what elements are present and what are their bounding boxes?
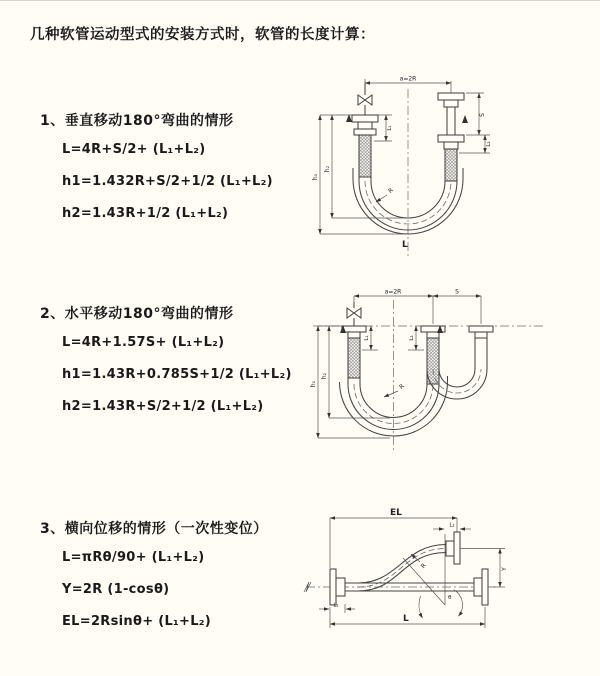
left-fitting bbox=[340, 325, 366, 378]
angle-construction bbox=[403, 558, 463, 618]
middle-fitting bbox=[421, 325, 445, 384]
braided-hose-section bbox=[445, 149, 457, 181]
section3-formula-EL: EL=2Rsinθ+ (L₁+L₂) bbox=[62, 614, 212, 629]
section3-formula-L: L=πRθ/90+ (L₁+L₂) bbox=[62, 550, 205, 565]
section1-formula-h2: h2=1.43R+1/2 (L₁+L₂) bbox=[62, 206, 229, 221]
dim-label-el: EL bbox=[390, 508, 402, 518]
dim-label-l2: L₂ bbox=[409, 335, 415, 341]
page-title: 几种软管运动型式的安装方式时，软管的长度计算： bbox=[30, 27, 375, 43]
section2-formula-h1: h1=1.43R+0.785S+1/2 (L₁+L₂) bbox=[62, 367, 292, 382]
dim-label-l: L bbox=[402, 240, 408, 250]
dim-label-span: a=2R bbox=[384, 288, 402, 296]
dim-l1 bbox=[319, 603, 355, 610]
dim-label-s: S bbox=[455, 288, 459, 296]
section2-formula-L: L=4R+1.57S+ (L₁+L₂) bbox=[62, 335, 225, 350]
dim-label-h2: h₂ bbox=[321, 372, 328, 380]
section1-formula-h1: h1=1.432R+S/2+1/2 (L₁+L₂) bbox=[62, 174, 273, 189]
movement-arrow-up-icon bbox=[462, 115, 468, 123]
right-fitting bbox=[438, 93, 468, 181]
dim-el bbox=[330, 508, 457, 568]
dim-label-span: a=2R bbox=[399, 75, 417, 83]
dim-s bbox=[433, 289, 481, 297]
dim-label-l1: L₁ bbox=[387, 125, 393, 131]
section2-formula-h2: h2=1.43R+S/2+1/2 (L₁+L₂) bbox=[62, 399, 264, 414]
radius-callout bbox=[376, 187, 395, 202]
dim-label-y: Y bbox=[501, 567, 508, 571]
dim-s bbox=[466, 93, 490, 135]
braided-hose-section bbox=[427, 338, 439, 384]
dim-label-l2: L₂ bbox=[449, 522, 455, 529]
dim-label-h2: h₂ bbox=[324, 165, 331, 173]
dim-label-l: L bbox=[403, 614, 409, 624]
diagram-lateral-displacement bbox=[300, 506, 600, 646]
diagram-vertical-180-bend bbox=[308, 69, 588, 264]
braided-hose-section bbox=[359, 135, 371, 177]
braided-hose-section bbox=[348, 338, 360, 378]
section1-heading: 1、垂直移动180°弯曲的情形 bbox=[40, 113, 234, 129]
diagram-horizontal-180-bend bbox=[308, 284, 598, 459]
dim-span bbox=[354, 289, 481, 325]
valve-icon bbox=[347, 302, 361, 326]
section1-formula-L: L=4R+S/2+ (L₁+L₂) bbox=[62, 142, 206, 157]
dim-label-h1: h₁ bbox=[312, 173, 319, 181]
dim-label-theta: θ bbox=[448, 595, 452, 601]
dim-l2 bbox=[433, 523, 471, 606]
dim-label-l1: L₁ bbox=[333, 602, 339, 609]
right-fitting bbox=[469, 326, 493, 369]
dim-label-l2: L₂ bbox=[486, 141, 492, 147]
section3-formula-Y: Y=2R (1-cosθ) bbox=[62, 582, 170, 597]
dim-label-h1: h₁ bbox=[310, 380, 317, 388]
section2-heading: 2、水平移动180°弯曲的情形 bbox=[40, 306, 234, 322]
left-fitting bbox=[346, 114, 378, 177]
dim-label-r: R bbox=[419, 562, 428, 570]
dim-label-r: R bbox=[398, 382, 406, 391]
dim-label-s: S bbox=[479, 113, 486, 117]
section3-heading: 3、横向位移的情形（一次性变位） bbox=[40, 521, 268, 537]
dim-label-r: R bbox=[387, 186, 395, 195]
valve-icon bbox=[358, 83, 372, 115]
dim-label-l1: L₁ bbox=[364, 335, 370, 341]
radius-callout bbox=[384, 383, 406, 397]
